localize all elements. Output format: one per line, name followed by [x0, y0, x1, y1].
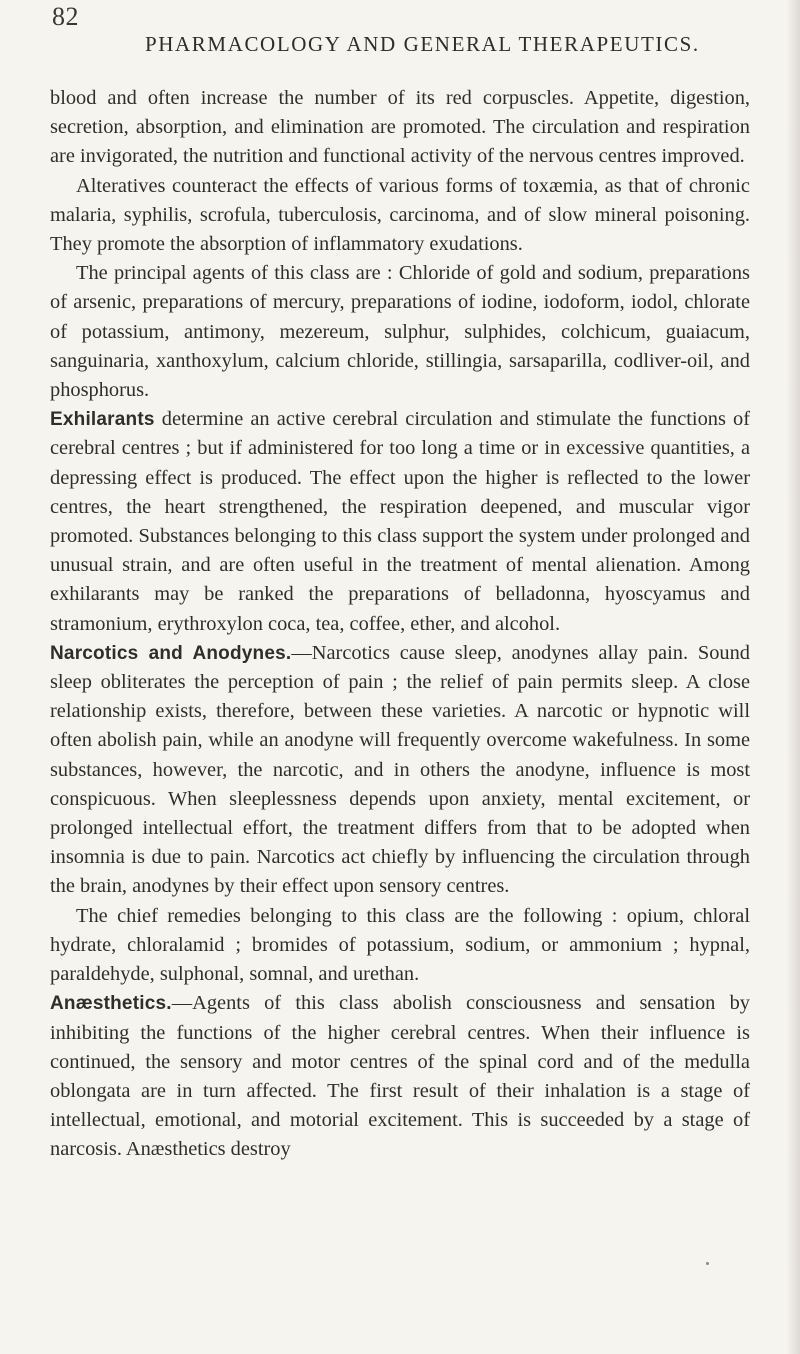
paragraph-alteratives-agents	[50, 259, 750, 405]
paragraph-blood-continuation	[50, 84, 750, 172]
section-heading-anaesthetics: Anæsthetics.	[50, 993, 172, 1015]
paragraph-anaesthetics	[50, 989, 750, 1164]
paragraph-text: —Narcotics cause sleep, anodynes allay pain. Sound sleep obliterates the perception of pain ; the relief of pain permits sleep. A close relationship exists, therefore, between these varieties. A narcotic or hypnotic will often abolish pain, while an anodyne will frequently overcome wakefulness. In some substances, however, the narcotic, and in others the anodyne, influence is most conspicuous. When sleeplessness depends upon anxiety, mental excitement, or prolonged intellectual effort, the treatment differs from that to be adopted when insomnia is due to pain. Narcotics act chiefly by influencing the circulation through the brain, anodynes by their effect upon sensory centres.	[50, 641, 750, 898]
paper-speck	[706, 1262, 709, 1265]
paragraph-text: The chief remedies belonging to this class are the following : opium, chloral hydrate, chloralamid ; bromides of potassium, sodium, or ammonium ; hypnal, paraldehyde, sulphonal, somnal, and urethan.	[50, 904, 750, 986]
paragraph-narcotics	[50, 639, 750, 902]
section-heading-narcotics: Narcotics and Anodynes.	[50, 642, 292, 664]
paragraph-text: Alteratives counteract the effects of various forms of toxæmia, as that of chronic malaria, syphilis, scrofula, tuberculosis, carcinoma, and of slow mineral poisoning. They promote the absorption of inflammatory exudations.	[50, 174, 750, 256]
paragraph-text: determine an active cerebral circulation and stimulate the functions of cerebral centres ; but if administered for too long a time or in excessive quantities, a depressing effect is produced. The effect upon the higher is reflected to the lower centres, the heart strengthened, the respiration deepened, and muscular vigor promoted. Substances belonging to this class support the system under prolonged and unusual strain, and are often useful in the treatment of mental alienation. Among exhilarants may be ranked the preparations of belladonna, hyoscyamus and stramonium, erythroxylon coca, tea, coffee, ether, and alcohol.	[50, 408, 750, 635]
section-heading-exhilarants: Exhilarants	[50, 409, 155, 431]
page-number: 82	[52, 2, 79, 31]
paragraph-text: blood and often increase the number of its red corpuscles. Appetite, digestion, secretion, absorption, and elimination are promoted. The circulation and respiration are invigorated, the nutrition and functional activity of the nervous centres improved.	[50, 87, 750, 168]
paragraph-text: The principal agents of this class are : Chloride of gold and sodium, preparations of arsenic, preparations of mercury, preparations of iodine, iodoform, iodol, chlorate of potassium, antimony, mezereum, sulphur, sulphides, colchicum, guaiacum, sanguinaria, xanthoxylum, calcium chloride, stillingia, sarsaparilla, codliver-oil, and phosphorus.	[50, 262, 750, 402]
running-head: PHARMACOLOGY AND GENERAL THERAPEUTICS.	[145, 32, 700, 56]
paragraph-exhilarants	[50, 405, 750, 639]
page-edge-shadow	[786, 0, 800, 1354]
paragraph-alteratives	[50, 172, 750, 260]
paragraph-text: —Agents of this class abolish consciousness and sensation by inhibiting the functions of the higher cerebral centres. When their influence is continued, the sensory and motor centres of the spinal cord and of the medulla oblongata are in turn affected. The first result of their inhalation is a stage of intellectual, emotional, and motorial excitement. This is succeeded by a stage of narcosis. Anæsthetics destroy	[50, 992, 750, 1161]
body-text	[50, 84, 750, 1165]
paragraph-narcotics-remedies	[50, 902, 750, 990]
